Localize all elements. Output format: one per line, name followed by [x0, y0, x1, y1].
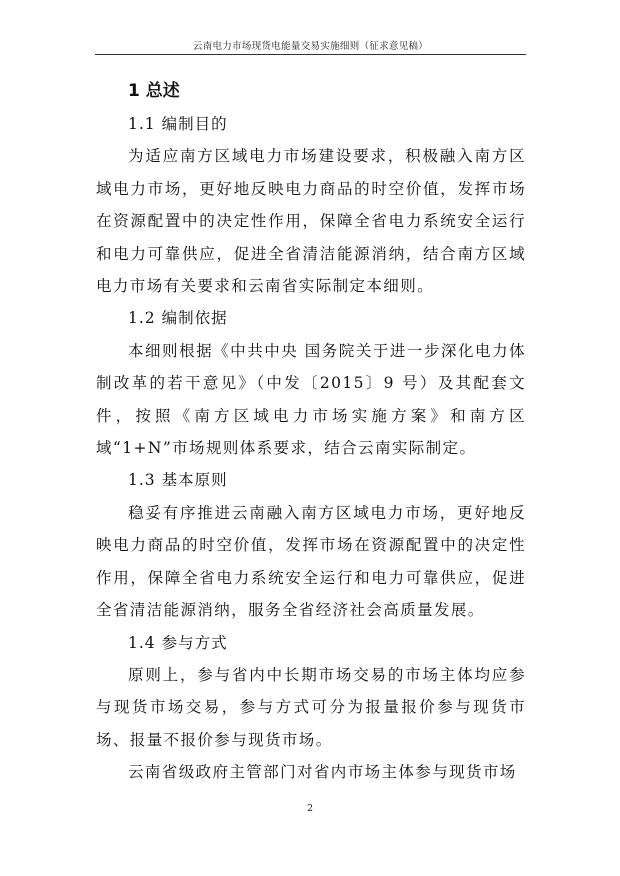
- running-header: 云南电力市场现货电能量交易实施细则（征求意见稿）: [192, 41, 429, 52]
- document-body: [96, 74, 526, 789]
- section-heading-1-4: 1.4 参与方式: [128, 633, 228, 652]
- section-heading-1-2: 1.2 编制依据: [128, 309, 228, 328]
- page-number: 2: [306, 803, 314, 814]
- section-heading-1-3: 1.3 基本原则: [128, 471, 228, 490]
- paragraph-purpose: 为适应南方区域电力市场建设要求，积极融入南方区域电力市场，更好地反映电力商品的时空价值，发挥市场在资源配置中的决定性作用，保障全省电力系统安全运行和电力可靠供应，促进全省清洁能源消纳，结合南方区域电力市场有关要求和云南省实际制定本细则。: [96, 147, 526, 296]
- paragraph-participation: 原则上，参与省内中长期市场交易的市场主体均应参与现货市场交易，参与方式可分为报量报价参与现货市场、报量不报价参与现货市场。: [96, 665, 526, 749]
- paragraph-principles: 稳妥有序推进云南融入南方区域电力市场，更好地反映电力商品的时空价值，发挥市场在资源配置中的决定性作用，保障全省电力系统安全运行和电力可靠供应，促进全省清洁能源消纳，服务全省经济社会高质量发展。: [96, 503, 526, 620]
- paragraph-basis: 本细则根据《中共中央 国务院关于进一步深化电力体制改革的若干意见》（中发〔2015〕9 号）及其配套文件，按照《南方区域电力市场实施方案》和南方区域“1+N”市场规则体系要求，结合云南实际制定。: [96, 341, 526, 458]
- chapter-title: 1 总述: [128, 81, 180, 101]
- section-heading-1-1: 1.1 编制目的: [128, 115, 228, 133]
- header-rule: [95, 54, 526, 55]
- paragraph-participation-continued: 云南省级政府主管部门对省内市场主体参与现货市场: [128, 763, 517, 782]
